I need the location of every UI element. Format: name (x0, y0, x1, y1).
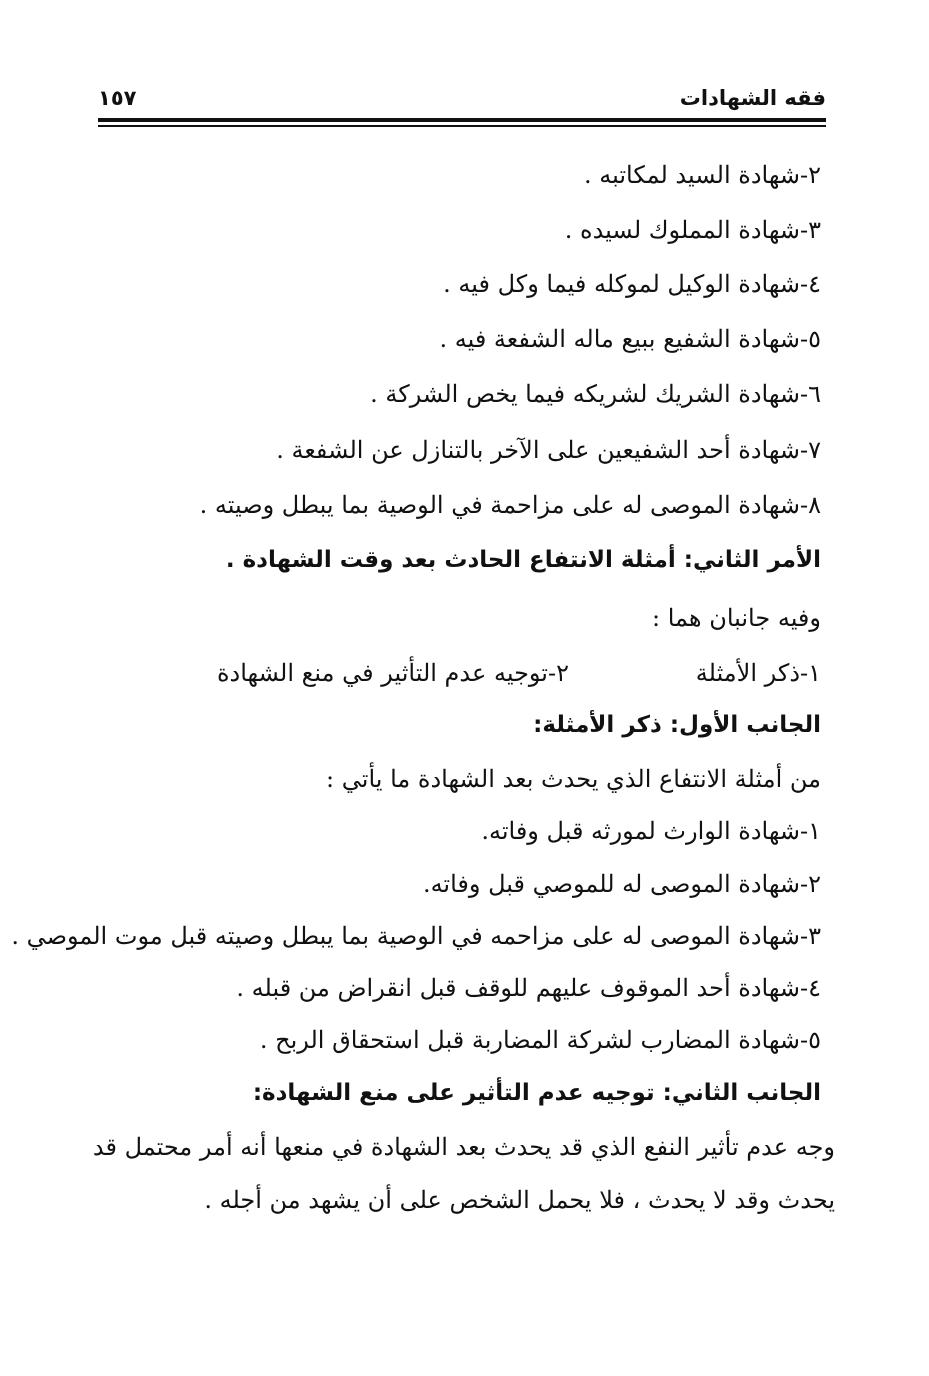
list-item: ٥-شهادة الشفيع ببيع ماله الشفعة فيه . (439, 325, 821, 353)
running-header (98, 86, 826, 116)
list-item: ٢-شهادة الموصى له للموصي قبل وفاته. (422, 870, 821, 898)
list-item: ٦-شهادة الشريك لشريكه فيما يخص الشركة . (370, 380, 821, 408)
list-item: ٣-شهادة الموصى له على مزاحمه في الوصية بما يبطل وصيته قبل موت الموصي . (11, 922, 821, 950)
running-title: فقه الشهادات (679, 86, 826, 110)
section-heading: الأمر الثاني: أمثلة الانتفاع الحادث بعد وقت الشهادة . (225, 547, 821, 573)
list-item: ٨-شهادة الموصى له على مزاحمة في الوصية بما يبطل وصيته . (199, 491, 821, 519)
list-item: ١-شهادة الوارث لمورثه قبل وفاته. (481, 817, 821, 845)
list-item: ٤-شهادة الوكيل لموكله فيما وكل فيه . (443, 270, 821, 298)
page-number: ١٥٧ (98, 86, 137, 110)
list-item: ٥-شهادة المضارب لشركة المضاربة قبل استحقاق الربح . (259, 1026, 821, 1054)
list-item: ٤-شهادة أحد الموقوف عليهم للوقف قبل انقراض من قبله . (236, 974, 821, 1002)
aspect-item-second: ٢-توجيه عدم التأثير في منع الشهادة (216, 659, 569, 687)
header-rule-thick (98, 118, 826, 122)
list-item: ٢-شهادة السيد لمكاتبه . (583, 161, 821, 189)
intro-text: وفيه جانبان هما : (652, 604, 821, 632)
intro-text: من أمثلة الانتفاع الذي يحدث بعد الشهادة ما يأتي : (326, 765, 821, 793)
paragraph-line: وجه عدم تأثير النفع الذي قد يحدث بعد الشهادة في منعها أنه أمر محتمل قد (92, 1133, 835, 1161)
aspect-item-first: ١-ذكر الأمثلة (695, 659, 821, 687)
subsection-heading: الجانب الأول: ذكر الأمثلة: (533, 712, 821, 738)
list-item: ٣-شهادة المملوك لسيده . (564, 216, 821, 244)
header-rule-thin (98, 125, 826, 127)
paragraph-line: يحدث وقد لا يحدث ، فلا يحمل الشخص على أن يشهد من أجله . (204, 1186, 835, 1214)
list-item: ٧-شهادة أحد الشفيعين على الآخر بالتنازل عن الشفعة . (276, 436, 821, 464)
subsection-heading: الجانب الثاني: توجيه عدم التأثير على منع الشهادة: (252, 1080, 821, 1106)
